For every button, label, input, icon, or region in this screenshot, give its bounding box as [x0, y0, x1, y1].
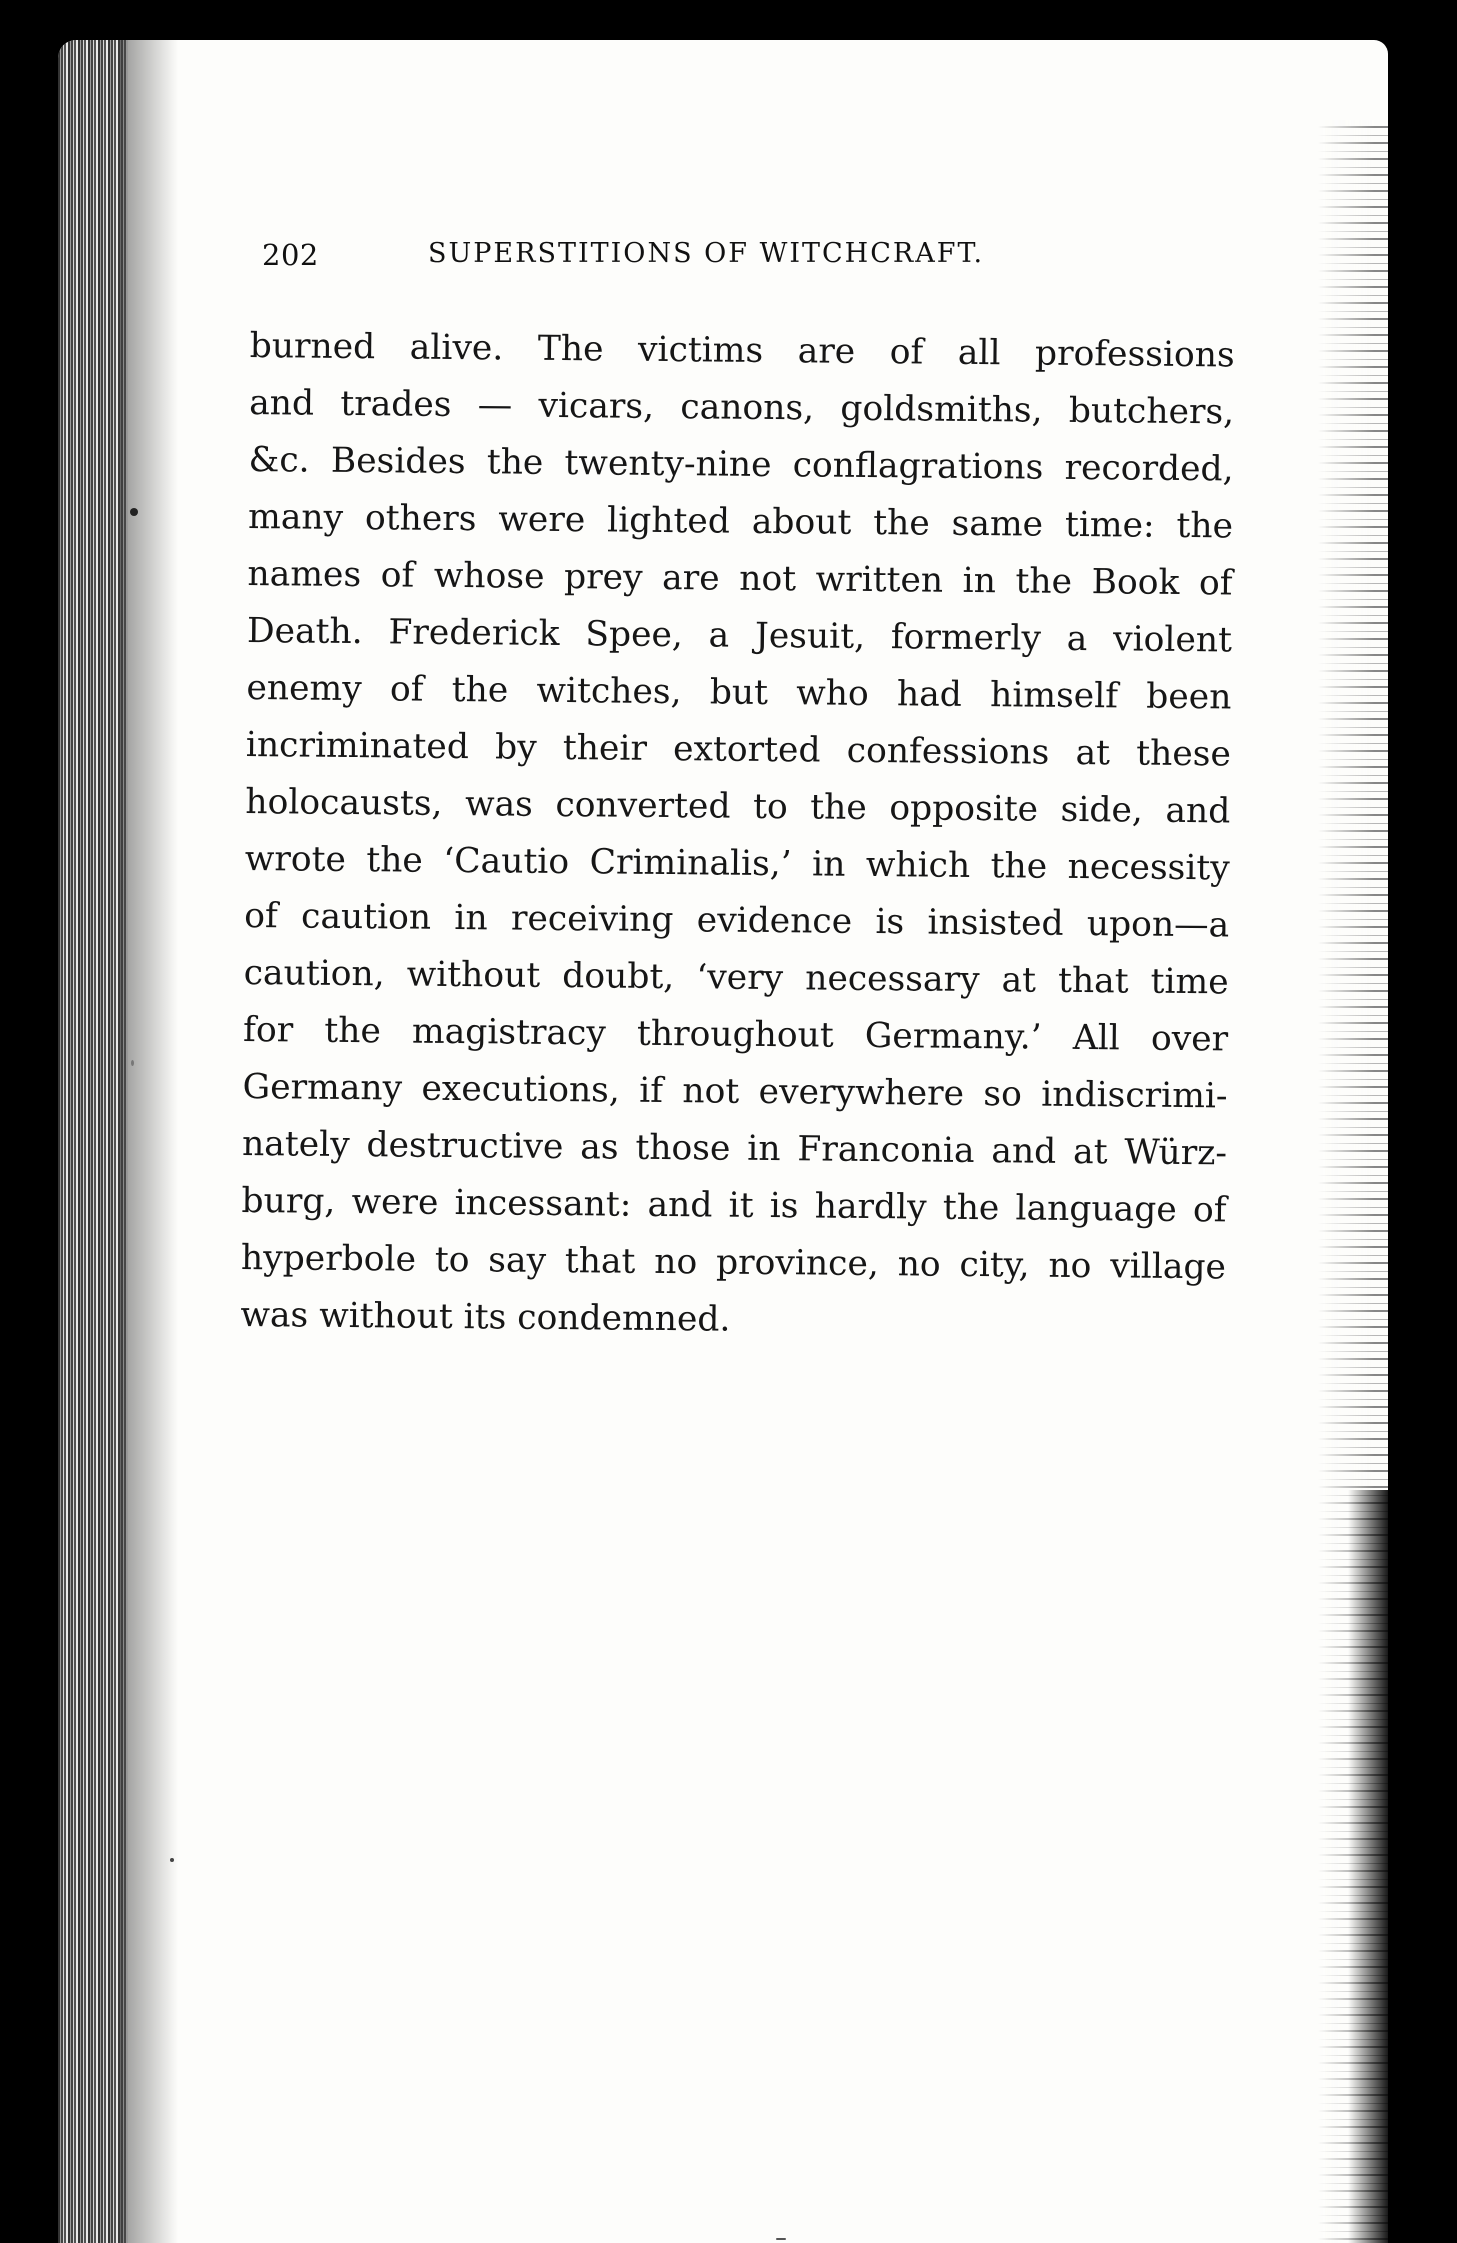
body-paragraph: [240, 318, 1310, 1354]
text-line: Germany executions, if not everywhere so indiscrimi-: [242, 1066, 1228, 1117]
text-line: &c. Besides the twenty-nine conflagrations recorded,: [248, 439, 1234, 490]
text-line: incriminated by their extorted confessions at these: [245, 724, 1232, 775]
page-number: 202: [262, 238, 319, 272]
ink-speck: [131, 1060, 134, 1066]
text-line: of caution in receiving evidence is insisted upon—a: [244, 895, 1230, 946]
text-line: caution, without doubt, ‘very necessary at that time: [243, 952, 1229, 1003]
text-line: hyperbole to say that no province, no city, no village: [240, 1237, 1227, 1288]
text-line: names of whose prey are not written in the Book of: [247, 553, 1233, 604]
ink-speck: [170, 1858, 174, 1862]
text-line: was without its condemned.: [240, 1294, 731, 1340]
ink-speck: [776, 2238, 786, 2240]
gutter-shadow: [118, 40, 178, 2243]
text-line: holocausts, was converted to the opposite side, and: [245, 781, 1231, 832]
text-line: wrote the ‘Cautio Criminalis,’ in which the necessity: [244, 838, 1230, 889]
text-line: Death. Frederick Spee, a Jesuit, formerly a violent: [246, 610, 1233, 661]
text-line: burned alive. The victims are of all professions: [249, 325, 1235, 376]
text-line: burg, were incessant: and it is hardly the language of: [241, 1180, 1227, 1231]
page-edge-shadow: [1348, 1490, 1388, 2243]
text-line: nately destructive as those in Franconia and at Würz-: [241, 1123, 1228, 1174]
text-line: enemy of the witches, but who had himself been: [246, 667, 1232, 718]
running-title: SUPERSTITIONS OF WITCHCRAFT.: [428, 238, 985, 269]
text-line: many others were lighted about the same time: the: [247, 496, 1234, 547]
text-line: and trades — vicars, canons, goldsmiths, butchers,: [248, 382, 1235, 433]
ink-speck: [130, 508, 138, 516]
running-head: [262, 226, 1132, 286]
text-line: for the magistracy throughout Germany.’ All over: [242, 1009, 1229, 1060]
